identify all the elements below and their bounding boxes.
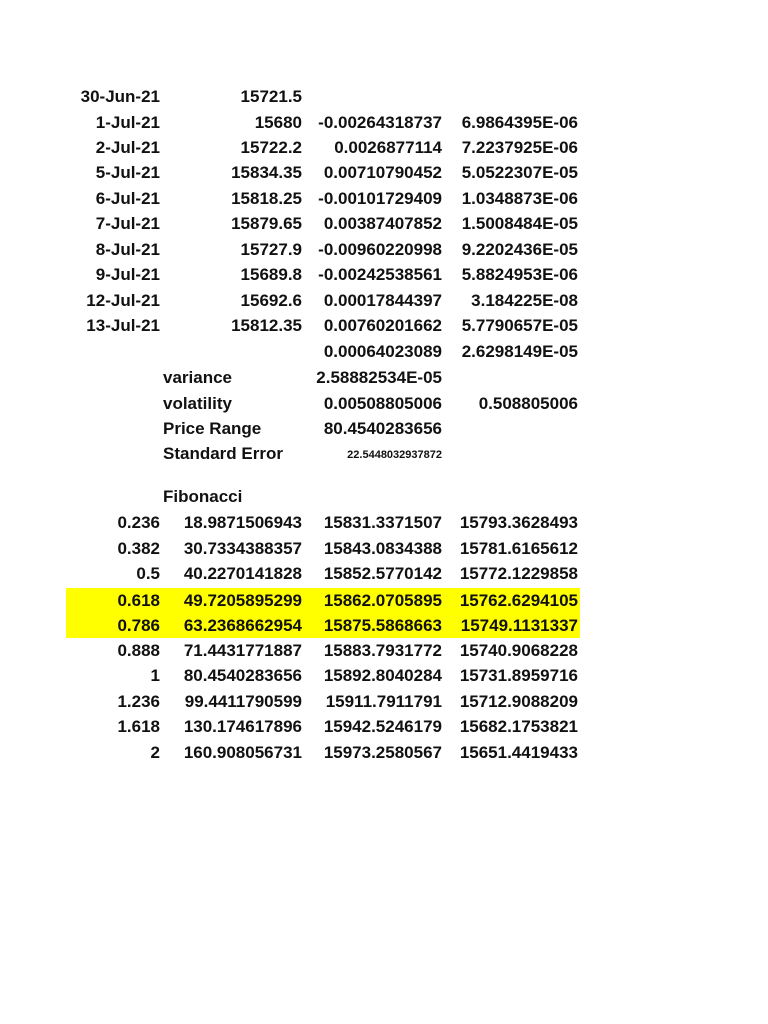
date-cell[interactable]: 9-Jul-21 xyxy=(95,265,160,284)
volatility-label: volatility xyxy=(163,394,232,413)
fib-upper-cell[interactable]: 15973.2580567 xyxy=(323,743,442,762)
fib-upper-cell[interactable]: 15852.5770142 xyxy=(323,564,442,583)
fib-lower-cell[interactable]: 15781.6165612 xyxy=(459,539,578,558)
fib-upper-cell[interactable]: 15843.0834388 xyxy=(323,539,442,558)
fib-level-cell[interactable]: 0.618 xyxy=(117,591,160,610)
fib-level-cell[interactable]: 1 xyxy=(150,666,160,685)
price-row xyxy=(0,186,768,211)
squared-return-cell[interactable]: 6.9864395E-06 xyxy=(461,113,578,132)
price-cell[interactable]: 15818.25 xyxy=(231,189,302,208)
fib-upper-cell[interactable]: 15862.0705895 xyxy=(323,591,442,610)
fibonacci-title-row xyxy=(0,484,768,509)
date-cell[interactable]: 6-Jul-21 xyxy=(95,189,160,208)
fibonacci-row xyxy=(0,510,768,535)
price-row xyxy=(0,288,768,313)
squared-return-cell[interactable]: 5.7790657E-05 xyxy=(461,316,578,335)
fibonacci-title: Fibonacci xyxy=(163,487,243,506)
fib-extension-cell[interactable]: 130.174617896 xyxy=(183,717,302,736)
fib-level-cell[interactable]: 0.236 xyxy=(117,513,160,532)
volatility-value[interactable]: 0.00508805006 xyxy=(323,394,442,413)
fib-extension-cell[interactable]: 71.4431771887 xyxy=(183,641,302,660)
fib-upper-cell[interactable]: 15875.5868663 xyxy=(323,616,442,635)
price-range-value[interactable]: 80.4540283656 xyxy=(323,419,442,438)
squared-return-cell[interactable]: 1.0348873E-06 xyxy=(461,189,578,208)
fib-level-cell[interactable]: 0.5 xyxy=(136,564,160,583)
standard-error-label: Standard Error xyxy=(163,444,283,463)
price-cell[interactable]: 15680 xyxy=(254,113,302,132)
price-cell[interactable]: 15692.6 xyxy=(240,291,302,310)
date-cell[interactable]: 2-Jul-21 xyxy=(95,138,160,157)
price-row xyxy=(0,237,768,262)
variance-row xyxy=(0,365,768,390)
fibonacci-row-highlighted xyxy=(0,588,768,613)
fibonacci-row xyxy=(0,689,768,714)
variance-value[interactable]: 2.58882534E-05 xyxy=(316,368,442,387)
price-cell[interactable]: 15727.9 xyxy=(240,240,302,259)
fib-upper-cell[interactable]: 15911.7911791 xyxy=(325,692,442,711)
fib-extension-cell[interactable]: 40.2270141828 xyxy=(183,564,302,583)
fib-lower-cell[interactable]: 15682.1753821 xyxy=(459,717,578,736)
date-cell[interactable]: 7-Jul-21 xyxy=(95,214,160,233)
fib-upper-cell[interactable]: 15892.8040284 xyxy=(323,666,442,685)
return-cell[interactable]: -0.00264318737 xyxy=(318,113,442,132)
date-cell[interactable]: 12-Jul-21 xyxy=(86,291,160,310)
date-cell[interactable]: 5-Jul-21 xyxy=(95,163,160,182)
price-row xyxy=(0,262,768,287)
date-cell[interactable]: 1-Jul-21 xyxy=(95,113,160,132)
fibonacci-row xyxy=(0,714,768,739)
fib-lower-cell[interactable]: 15740.9068228 xyxy=(459,641,578,660)
squared-return-cell[interactable]: 5.0522307E-05 xyxy=(461,163,578,182)
fib-level-cell[interactable]: 0.888 xyxy=(117,641,160,660)
fibonacci-row-highlighted xyxy=(0,613,768,638)
price-row xyxy=(0,160,768,185)
price-row xyxy=(0,84,768,109)
fibonacci-row xyxy=(0,561,768,586)
fibonacci-row xyxy=(0,536,768,561)
fib-extension-cell[interactable]: 18.9871506943 xyxy=(183,513,302,532)
date-cell[interactable]: 13-Jul-21 xyxy=(86,316,160,335)
standard-error-row xyxy=(0,441,768,466)
fib-upper-cell[interactable]: 15942.5246179 xyxy=(323,717,442,736)
return-cell[interactable]: 0.00017844397 xyxy=(323,291,442,310)
fib-extension-cell[interactable]: 99.4411790599 xyxy=(184,692,302,711)
variance-label: variance xyxy=(163,368,232,387)
price-row xyxy=(0,313,768,338)
squared-return-cell[interactable]: 1.5008484E-05 xyxy=(461,214,578,233)
price-cell[interactable]: 15721.5 xyxy=(240,87,302,106)
fib-lower-cell[interactable]: 15712.9088209 xyxy=(459,692,578,711)
price-cell[interactable]: 15834.35 xyxy=(231,163,302,182)
squared-return-cell[interactable]: 7.2237925E-06 xyxy=(461,138,578,157)
fibonacci-row xyxy=(0,663,768,688)
price-row xyxy=(0,110,768,135)
fib-upper-cell[interactable]: 15831.3371507 xyxy=(323,513,442,532)
price-row xyxy=(0,135,768,160)
fib-extension-cell[interactable]: 80.4540283656 xyxy=(183,666,302,685)
fibonacci-row xyxy=(0,638,768,663)
fib-extension-cell[interactable]: 49.7205895299 xyxy=(183,591,302,610)
price-cell[interactable]: 15722.2 xyxy=(240,138,302,157)
price-cell[interactable]: 15812.35 xyxy=(231,316,302,335)
fib-lower-cell[interactable]: 15651.4419433 xyxy=(459,743,578,762)
return-cell[interactable]: 0.00760201662 xyxy=(323,316,442,335)
date-cell[interactable]: 30-Jun-21 xyxy=(80,87,160,106)
fib-extension-cell[interactable]: 30.7334388357 xyxy=(183,539,302,558)
return-cell[interactable]: 0.00710790452 xyxy=(323,163,442,182)
fib-level-cell[interactable]: 2 xyxy=(150,743,160,762)
fib-level-cell[interactable]: 0.382 xyxy=(117,539,160,558)
average-row xyxy=(0,339,768,364)
price-cell[interactable]: 15689.8 xyxy=(240,265,302,284)
volatility-row xyxy=(0,391,768,416)
fibonacci-row xyxy=(0,740,768,765)
mean-return-cell[interactable]: 0.00064023089 xyxy=(323,342,442,361)
fib-level-cell[interactable]: 1.236 xyxy=(117,692,160,711)
fib-level-cell[interactable]: 1.618 xyxy=(117,717,160,736)
fib-lower-cell[interactable]: 15749.1131337 xyxy=(460,616,578,635)
price-cell[interactable]: 15879.65 xyxy=(231,214,302,233)
date-cell[interactable]: 8-Jul-21 xyxy=(95,240,160,259)
volatility-percent-value[interactable]: 0.508805006 xyxy=(478,394,578,413)
fib-lower-cell[interactable]: 15731.8959716 xyxy=(459,666,578,685)
mean-squared-return-cell[interactable]: 2.6298149E-05 xyxy=(461,342,578,361)
fib-lower-cell[interactable]: 15762.6294105 xyxy=(459,591,578,610)
price-row xyxy=(0,211,768,236)
return-cell[interactable]: -0.00101729409 xyxy=(318,189,442,208)
fib-lower-cell[interactable]: 15772.1229858 xyxy=(459,564,578,583)
standard-error-value[interactable]: 22.5448032937872 xyxy=(347,449,442,461)
fib-lower-cell[interactable]: 15793.3628493 xyxy=(459,513,578,532)
price-range-row xyxy=(0,416,768,441)
fib-extension-cell[interactable]: 63.2368662954 xyxy=(183,616,302,635)
return-cell[interactable]: -0.00242538561 xyxy=(318,265,442,284)
fib-level-cell[interactable]: 0.786 xyxy=(117,616,160,635)
return-cell[interactable]: 0.00387407852 xyxy=(323,214,442,233)
fib-extension-cell[interactable]: 160.908056731 xyxy=(183,743,302,762)
squared-return-cell[interactable]: 3.184225E-08 xyxy=(471,291,578,310)
squared-return-cell[interactable]: 9.2202436E-05 xyxy=(461,240,578,259)
price-range-label: Price Range xyxy=(163,419,262,438)
return-cell[interactable]: -0.00960220998 xyxy=(318,240,442,259)
fib-upper-cell[interactable]: 15883.7931772 xyxy=(323,641,442,660)
return-cell[interactable]: 0.0026877114 xyxy=(334,138,442,157)
squared-return-cell[interactable]: 5.8824953E-06 xyxy=(461,265,578,284)
